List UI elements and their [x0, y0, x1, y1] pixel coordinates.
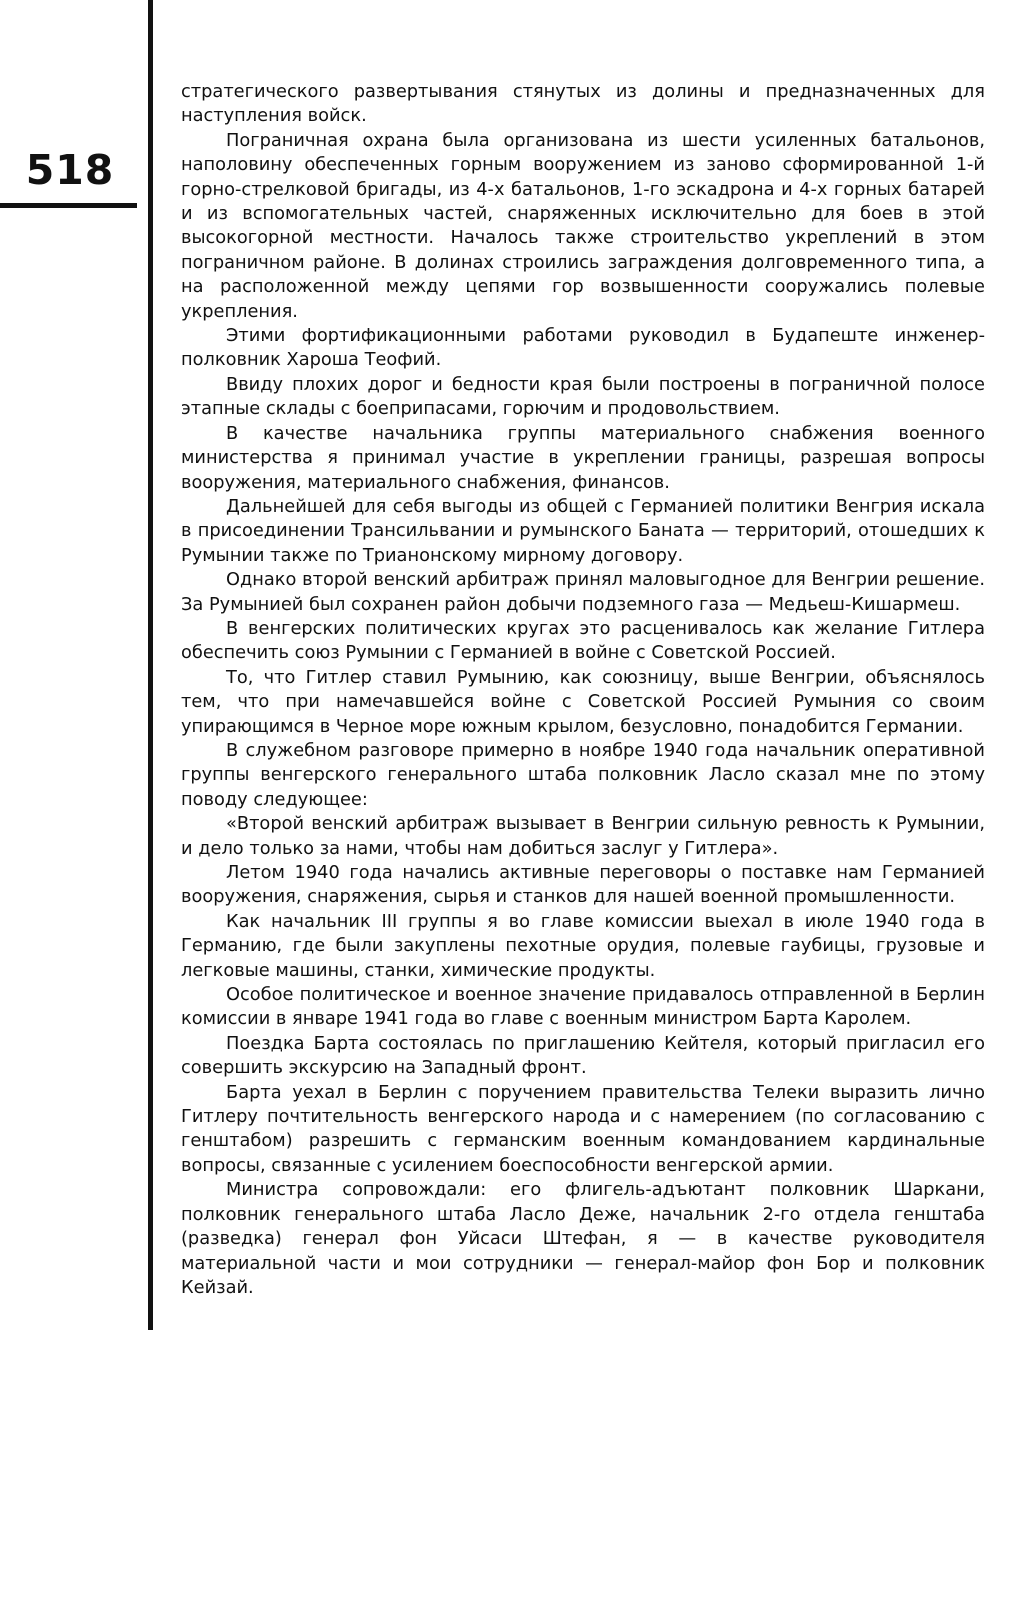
- body-text: [181, 80, 985, 1300]
- paragraph: Министра сопровождали: его флигель-адъютант полковник Шаркани, полковник генерального штаба Ласло Деже, начальник 2-го отдела генштаба (разведка) генерал фон Уйсаси Штефан, я — в качестве руководителя материальной части и мои сотрудники — генерал-майор фон Бор и полковник Кейзай.: [181, 1179, 985, 1298]
- paragraph: В венгерских политических кругах это расценивалось как желание Гитлера обеспечить союз Румынии с Германией в войне с Советской Россией.: [181, 617, 985, 664]
- page-number-underline: [0, 203, 137, 208]
- quotation-paragraph: «Второй венский арбитраж вызывает в Венгрии сильную ревность к Румынии, и дело только за нами, чтобы нам добиться заслуг у Гитлера».: [181, 813, 985, 859]
- paragraph: Как начальник III группы я во главе комиссии выехал в июле 1940 года в Германию, где были закуплены пехотные орудия, полевые гаубицы, грузовые и легковые машины, станки, химические продукты.: [181, 910, 985, 981]
- paragraph: В качестве начальника группы материального снабжения военного министерства я принимал участие в укреплении границы, разрешая вопросы вооружения, материального снабжения, финансов.: [181, 422, 985, 493]
- paragraph: Летом 1940 года начались активные переговоры о поставке нам Германией вооружения, снаряжения, сырья и станков для нашей военной промышленности.: [181, 862, 985, 908]
- paragraph: Пограничная охрана была организована из шести усиленных батальонов, наполовину обеспеченных горным вооружением из заново сформированной 1-й горно-стрелковой бригады, из 4-х батальонов, 1-го эскадрона и 4-х горных батарей и из вспомогательных частей, снаряженных исключительно для боев в этой высокогорной местности. Началось также строительство укреплений в этом пограничном районе. В долинах строились заграждения долговременного типа, а на расположенной между цепями гор возвышенности сооружались полевые укрепления.: [181, 129, 985, 322]
- paragraph: Этими фортификационными работами руководил в Будапеште инженер-полковник Хароша Теофий.: [181, 325, 985, 371]
- paragraph: Однако второй венский арбитраж принял маловыгодное для Венгрии решение. За Румынией был сохранен район добычи подземного газа — Медьеш-Кишармеш.: [181, 569, 985, 615]
- paragraph: Ввиду плохих дорог и бедности края были построены в пограничной полосе этапные склады с боеприпасами, горючим и продовольствием.: [181, 373, 985, 420]
- paragraph: В служебном разговоре примерно в ноябре 1940 года начальник оперативной группы венгерского генерального штаба полковник Ласло сказал мне по этому поводу следующее:: [181, 739, 985, 810]
- paragraph: Барта уехал в Берлин с поручением правительства Телеки выразить лично Гитлеру почтительность венгерского народа и с намерением (по согласованию с генштабом) разрешить с германским военным командованием кардинальные вопросы, связанные с усилением боеспособности венгерской армии.: [181, 1081, 985, 1176]
- paragraph: Поездка Барта состоялась по приглашению Кейтеля, который пригласил его совершить экскурсию на Западный фронт.: [181, 1032, 985, 1079]
- page-number: 518: [25, 146, 115, 194]
- paragraph: То, что Гитлер ставил Румынию, как союзницу, выше Венгрии, объяснялось тем, что при намечавшейся войне с Советской Россией Румыния со своим упирающимся в Черное море южным крылом, безусловно, понадобится Германии.: [181, 666, 985, 737]
- paragraph: стратегического развертывания стянутых из долины и предназначенных для наступления войск.: [181, 81, 985, 127]
- paragraph: Дальнейшей для себя выгоды из общей с Германией политики Венгрия искала в присоединении Трансильвании и румынского Баната — территорий, отошедших к Румынии также по Трианонскому мирному договору.: [181, 495, 985, 566]
- paragraph: Особое политическое и военное значение придавалось отправленной в Берлин комиссии в январе 1941 года во главе с военным министром Барта Каролем.: [181, 984, 985, 1030]
- margin-vertical-rule: [148, 0, 153, 1330]
